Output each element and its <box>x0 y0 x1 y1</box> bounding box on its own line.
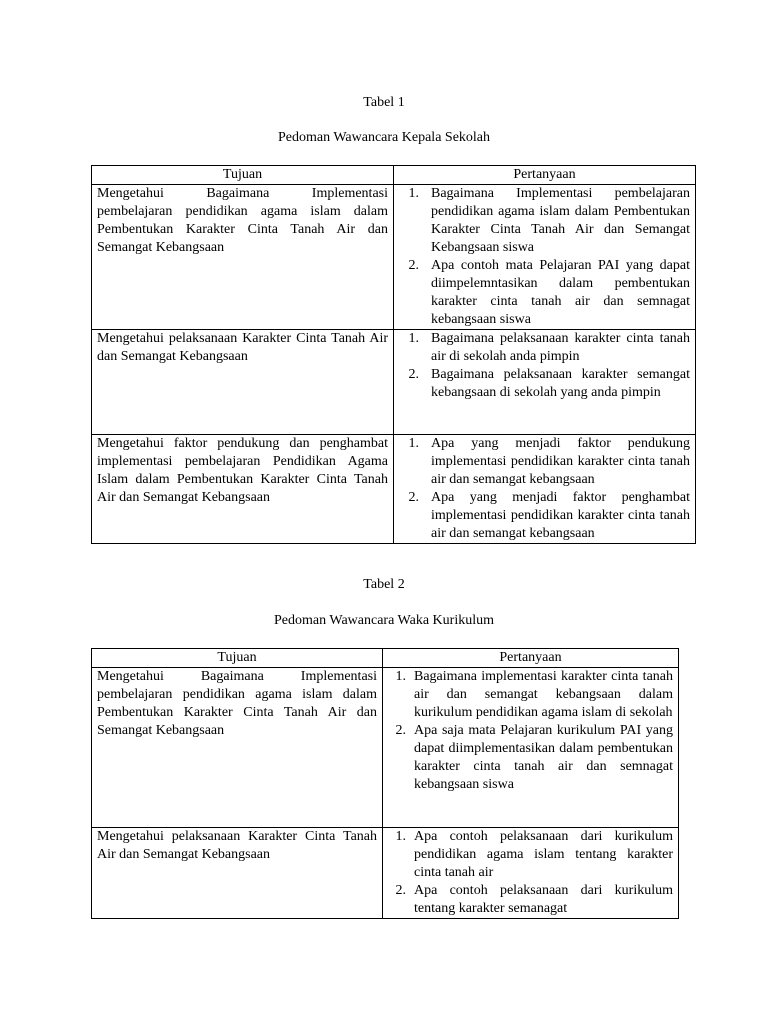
table2 <box>91 648 679 919</box>
goal-cell: Mengetahui faktor pendukung dan penghambat implementasi pembelajaran Pendidikan Agama Islam dalam Pembentukan Karakter Cinta Tanah Air dan Semangat Kebangsaan <box>92 435 394 544</box>
goal-cell: Mengetahui Bagaimana Implementasi pembelajaran pendidikan agama islam dalam Pembentukan Karakter Cinta Tanah Air dan Semangat Kebangsaan <box>92 668 383 828</box>
question-list <box>388 668 673 794</box>
item-number: 2. <box>408 367 419 382</box>
question-text: Apa yang menjadi faktor pendukung implementasi pendidikan karakter cinta tanah air dan semangat kebangsaan <box>431 436 690 487</box>
question-text: Apa contoh mata Pelajaran PAI yang dapat diimpelemntasikan dalam pembentukan karakter cinta tanah air dan semnagat kebangsaan siswa <box>431 258 690 327</box>
item-number: 1. <box>395 669 406 684</box>
question-text: Bagaimana implementasi karakter cinta tanah air dan semangat kebangsaan dalam kurikulum pendidikan agama islam di sekolah <box>414 669 673 720</box>
table1-header-tujuan: Tujuan <box>92 166 394 185</box>
questions-cell <box>383 668 679 828</box>
question-text: Bagaimana Implementasi pembelajaran pendidikan agama islam dalam Pembentukan Karakter Cinta Tanah Air dan Semangat Kebangsaan siswa <box>431 186 690 255</box>
table2-header-tujuan: Tujuan <box>92 649 383 668</box>
table-row <box>92 435 696 544</box>
table2-header-pertanyaan: Pertanyaan <box>383 649 679 668</box>
question-text: Apa contoh pelaksanaan dari kurikulum pendidikan agama islam tentang karakter cinta tanah air <box>414 829 673 880</box>
list-item <box>388 882 673 918</box>
questions-cell <box>394 185 696 330</box>
table-row <box>92 330 696 435</box>
item-number: 1. <box>408 331 419 346</box>
table2-caption: Tabel 2 <box>363 577 405 592</box>
item-number: 1. <box>408 436 419 451</box>
item-number: 1. <box>395 829 406 844</box>
item-number: 2. <box>395 883 406 898</box>
question-list <box>399 435 690 543</box>
question-text: Apa saja mata Pelajaran kurikulum PAI yang dapat diimplementasikan dalam pembentukan karakter cinta tanah air dan semnagat kebangsaan siswa <box>414 723 673 792</box>
list-item <box>399 257 690 329</box>
question-list <box>399 330 690 402</box>
questions-cell <box>383 828 679 919</box>
question-text: Apa yang menjadi faktor penghambat implementasi pendidikan karakter cinta tanah air dan semangat kebangsaan <box>431 490 690 541</box>
table1-header-row <box>92 166 696 185</box>
list-item <box>399 366 690 402</box>
list-item <box>399 435 690 489</box>
question-list <box>399 185 690 329</box>
table1 <box>91 165 696 544</box>
table2-header-row <box>92 649 679 668</box>
table-row <box>92 828 679 919</box>
list-item <box>388 722 673 794</box>
list-item <box>399 489 690 543</box>
question-text: Bagaimana pelaksanaan karakter semangat kebangsaan di sekolah yang anda pimpin <box>431 367 690 400</box>
goal-cell: Mengetahui pelaksanaan Karakter Cinta Tanah Air dan Semangat Kebangsaan <box>92 330 394 435</box>
item-number: 2. <box>408 258 419 273</box>
question-text: Apa contoh pelaksanaan dari kurikulum tentang karakter semanagat <box>414 883 673 916</box>
table-row <box>92 668 679 828</box>
list-item <box>399 185 690 257</box>
table1-title: Pedoman Wawancara Kepala Sekolah <box>277 130 491 145</box>
item-number: 1. <box>408 186 419 201</box>
list-item <box>388 668 673 722</box>
table-row <box>92 185 696 330</box>
goal-cell: Mengetahui Bagaimana Implementasi pembelajaran pendidikan agama islam dalam Pembentukan Karakter Cinta Tanah Air dan Semangat Kebangsaan <box>92 185 394 330</box>
list-item <box>388 828 673 882</box>
goal-cell: Mengetahui pelaksanaan Karakter Cinta Tanah Air dan Semangat Kebangsaan <box>92 828 383 919</box>
item-number: 2. <box>408 490 419 505</box>
question-text: Bagaimana pelaksanaan karakter cinta tanah air di sekolah anda pimpin <box>431 331 690 364</box>
list-item <box>399 330 690 366</box>
table1-header-pertanyaan: Pertanyaan <box>394 166 696 185</box>
item-number: 2. <box>395 723 406 738</box>
table2-title: Pedoman Wawancara Waka Kurikulum <box>274 613 494 628</box>
table1-caption: Tabel 1 <box>363 95 405 110</box>
questions-cell <box>394 330 696 435</box>
questions-cell <box>394 435 696 544</box>
question-list <box>388 828 673 918</box>
